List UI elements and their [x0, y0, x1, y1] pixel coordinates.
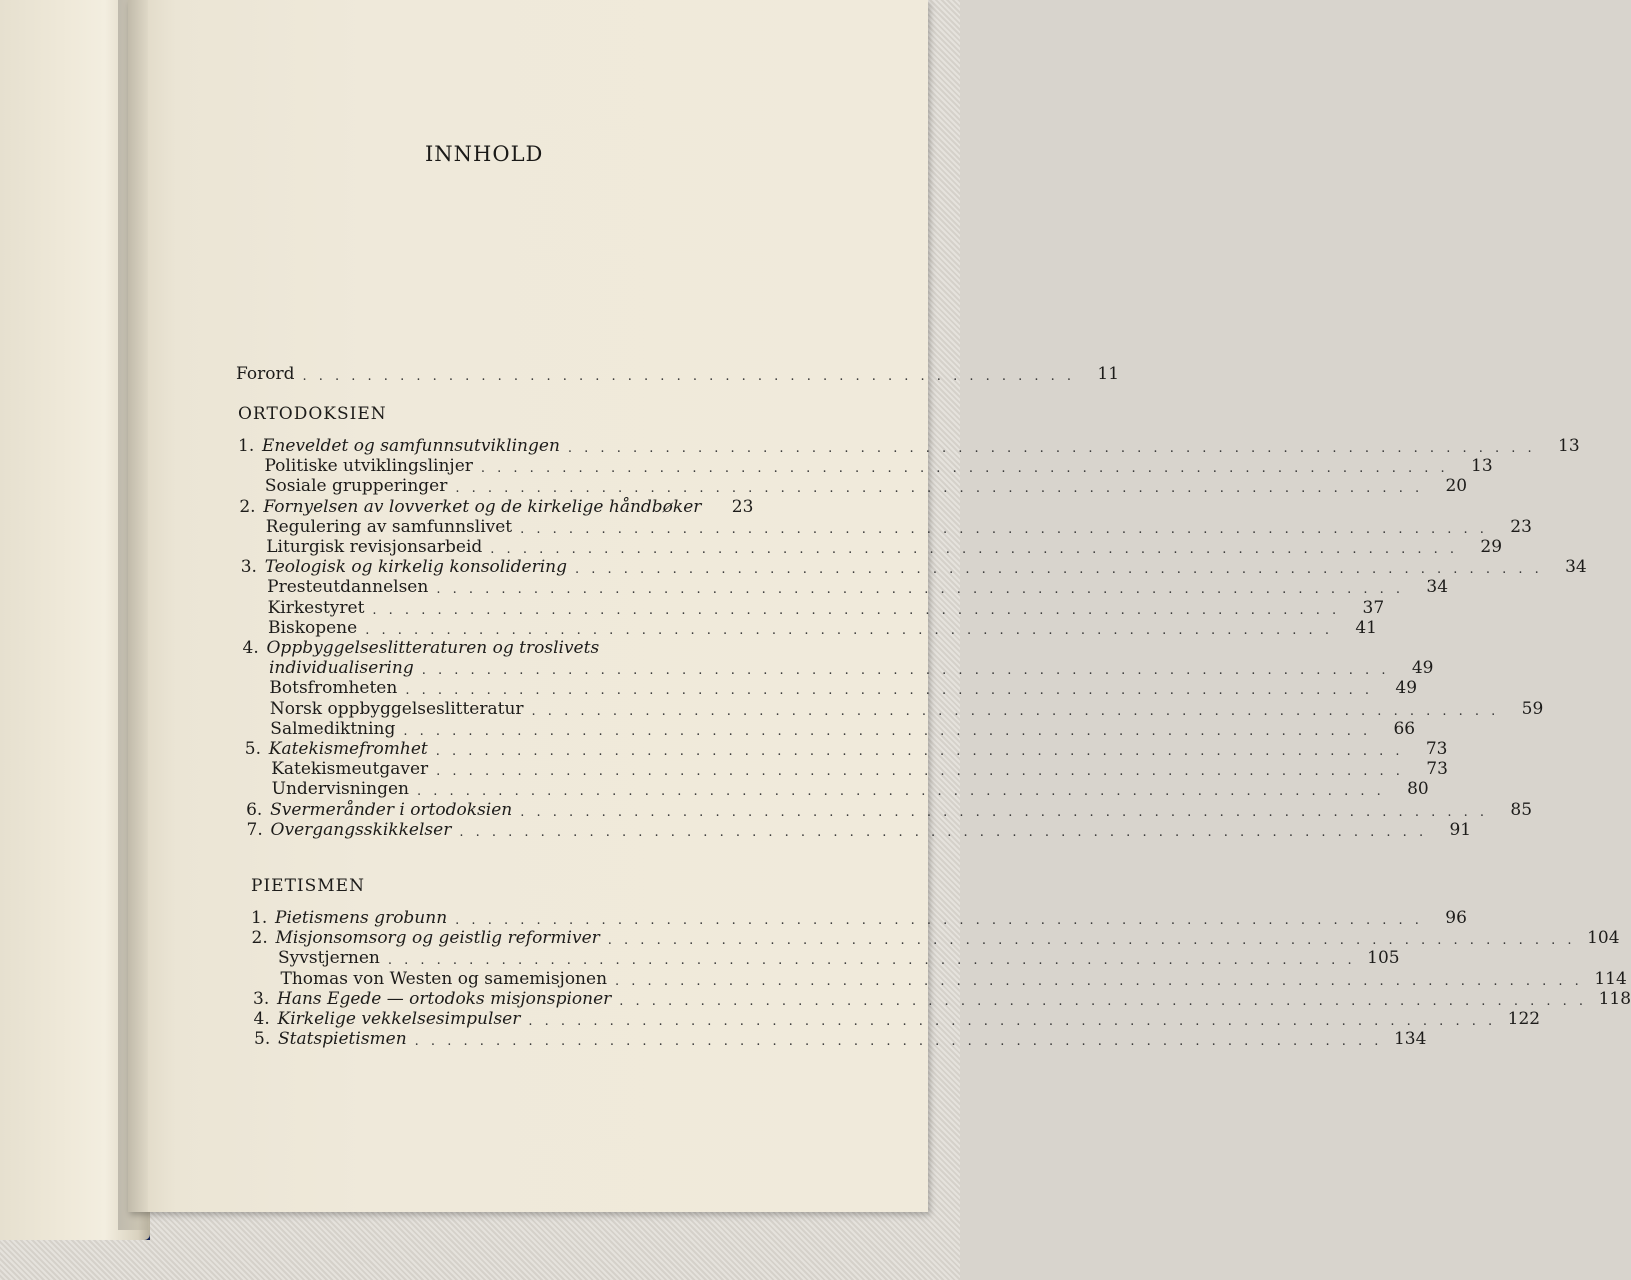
- toc-entry: [238, 434, 1580, 456]
- toc-entry-number: 4.: [253, 1009, 270, 1029]
- toc-entry-label: Oppbyggelseslitteraturen og troslivets: [266, 638, 600, 658]
- toc-entry-label: Salmediktning: [270, 718, 396, 739]
- toc-entry: [240, 515, 1532, 537]
- toc-entry: [243, 656, 1434, 679]
- toc-entry-page: 49: [1411, 658, 1434, 679]
- toc-entry-page: 59: [1521, 698, 1544, 719]
- leader-dots: . . . . . . . . . . . . . . . . . . . . . . . . . . . . . . . . . . . . . . . . . . . . . . . . . . . . . . . . . . . .: [403, 723, 1372, 739]
- leader-dots: . . . . . . . . . . . . . . . . . . . . . . . . . . . . . . . . . . . . . . . . . . . . . . . . . . . . . . . . . . . .: [615, 973, 1583, 989]
- toc-entry-label: Katekismeutgaver: [271, 759, 429, 780]
- toc-entry-number: 3.: [253, 988, 270, 1009]
- toc-entry-label: Eneveldet og samfunnsutviklingen: [262, 436, 560, 456]
- toc-entry-label: Undervisningen: [271, 779, 409, 800]
- toc-entry-label: Politiske utviklingslinjer: [264, 456, 473, 477]
- toc-entry-label: Fornyelsen av lovverket og de kirkelige håndbøker: [263, 496, 702, 517]
- toc-entry-page: 49: [1395, 678, 1418, 699]
- leader-dots: . . . . . . . . . . . . . . . . . . . . . . . . . . . . . . . . . . . . . . . . . . . . . . . . . . . . . . . . . . . .: [436, 582, 1405, 598]
- toc-entry: [239, 495, 752, 517]
- toc-entry: [253, 967, 1627, 989]
- toc-entry-label: Katekismefromhet: [268, 739, 428, 759]
- leader-dots: . . . . . . . . . . . . . . . . . . . . . . . . . . . . . . . . . . . . . . . . . . . . . . . . . . . . . . . . . . . .: [455, 481, 1424, 497]
- toc-entry-page: 73: [1425, 739, 1448, 759]
- leader-dots: . . . . . . . . . . . . . . . . . . . . . . . . . . . . . . . . . . . . . . . . . . . . . . . . . . . . . . . . . . . .: [435, 744, 1404, 759]
- toc-entry: [242, 596, 1385, 618]
- leader-dots: . . . . . . . . . . . . . . . . . . . . . . . . . . . . . . . . . . . . . . . . . . . . . . . . . . . . . . . . . . . .: [416, 784, 1385, 800]
- toc-entry-label: Hans Egede — ortodoks misjonspioner: [277, 988, 612, 1009]
- leader-dots: . . . . . . . . . . . . . . . . . . . . . . . . . . . . . . . . . . . . . . . . . . . . . . . . . . . . . . . . . . . .: [520, 804, 1489, 820]
- toc-entry-page: 34: [1565, 557, 1587, 578]
- toc-entry-number: 5.: [254, 1029, 271, 1050]
- toc-entry-label: Svermerånder i ortodoksien: [270, 799, 513, 820]
- toc-entry-page: 134: [1393, 1029, 1427, 1050]
- toc-entry-page: 73: [1426, 759, 1448, 780]
- toc-entry-label: Sosiale grupperinger: [264, 476, 448, 497]
- leader-dots: . . . . . . . . . . . . . . . . . . . . . . . . . . . . . . . . . . . . . . . . . . . . . . . . . . . . . . . . . . . .: [365, 622, 1333, 638]
- toc-entry-number: 2.: [251, 928, 268, 949]
- toc-entry: [244, 717, 1416, 739]
- toc-entry-number: 4.: [242, 638, 259, 658]
- toc-entry: [244, 737, 1448, 759]
- toc-foreword: [236, 362, 1120, 384]
- toc-entry: [246, 798, 1533, 820]
- toc-entry: [240, 535, 1503, 557]
- toc-entry: [252, 946, 1400, 969]
- toc-entry: [254, 1027, 1427, 1050]
- leader-dots: . . . . . . . . . . . . . . . . . . . . . . . . . . . . . . . . . . . . . . . . . . . . . . . . . . . . . . . . . . . .: [405, 683, 1374, 699]
- toc-entry-page: 80: [1407, 779, 1429, 800]
- toc-entry-page: 11: [1097, 364, 1120, 384]
- leader-dots: . . . . . . . . . . . . . . . . . . . . . . . . . . . . . . . . . . . . . . . . . . . . . . . . . . . . . . . . . . . .: [528, 1014, 1497, 1029]
- leader-dots: . . . . . . . . . . . . . . . . . . . . . . . . . . . . . . . . . . . . . . . . . . . . . . . . . . . . . . . . . . . .: [575, 562, 1543, 578]
- leader-dots: . . . . . . . . . . . . . . . . . . . . . . . . . . . . . . . . . . . . . . . . . . . . . . . . . . . . . . . . . . . .: [436, 764, 1404, 780]
- toc-entry: [243, 636, 753, 658]
- toc-entry-number: 1.: [251, 908, 268, 928]
- toc-entry: [251, 926, 1620, 949]
- section-heading: ORTODOKSIEN: [238, 404, 387, 424]
- toc-entry: [246, 818, 1472, 840]
- toc-entry-page: 34: [1426, 577, 1449, 598]
- toc-entry-page: 41: [1355, 617, 1377, 638]
- section-heading: PIETISMEN: [251, 876, 365, 896]
- leader-dots: . . . . . . . . . . . . . . . . . . . . . . . . . . . . . . . . . . . . . . . . . . . . . . . . . . . . . . . . . . . .: [607, 933, 1576, 949]
- toc-entry: [251, 906, 1467, 928]
- toc-entry-label: Regulering av samfunnslivet: [265, 516, 513, 537]
- toc-entry-page: 23: [731, 496, 754, 517]
- toc-entry-label: Pietismens grobunn: [275, 908, 448, 928]
- leader-dots: . . . . . . . . . . . . . . . . . . . . . . . . . . . . . . . . . . . . . . . . . . . . . . . . . . . . . . . . . . . .: [387, 953, 1356, 969]
- toc-entry-page: 66: [1393, 718, 1416, 739]
- toc-entry-number: 2.: [239, 496, 256, 517]
- leader-dots: . . . . . . . . . . . . . . . . . . . . . . . . . . . . . . . . . . . . . . . . . . . . . . . . . . . . . . . . . . . .: [455, 913, 1423, 928]
- toc-entry-number: 5.: [244, 739, 261, 759]
- toc-entry-label: Syvstjernen: [278, 948, 380, 969]
- toc-entry-page: 91: [1449, 819, 1472, 840]
- toc-entry-label: Liturgisk revisjonsarbeid: [266, 537, 483, 557]
- toc-entry-label: Forord: [236, 364, 295, 384]
- toc-entry-page: 118: [1598, 988, 1631, 1009]
- toc-entry-label: Overgangsskikkelser: [270, 819, 452, 840]
- toc-entry-label: Biskopene: [268, 617, 358, 638]
- leader-dots: . . . . . . . . . . . . . . . . . . . . . . . . . . . . . . . . . . . . . . . . . . . . . . . . . . . . . . . . . . . .: [421, 663, 1390, 679]
- toc-entry-number: 1.: [238, 436, 255, 456]
- toc-entry-page: 23: [1510, 516, 1532, 537]
- toc-entry-label: Kirkestyret: [267, 597, 365, 618]
- leader-dots: . . . . . . . . . . . . . . . . . . . . . . . . . . . . . . . . . . . . . . . . . . . . . . . . . . . . . . . . . . . .: [520, 521, 1488, 537]
- toc-entry-page: 85: [1510, 799, 1533, 820]
- toc-entry-number: 7.: [246, 819, 263, 840]
- toc-entry-page: 20: [1445, 476, 1468, 497]
- toc-entry-page: 104: [1587, 928, 1620, 949]
- toc-entry: [239, 474, 1468, 497]
- toc-entry-page: 114: [1594, 968, 1627, 989]
- toc-entry-label: Misjonsomsorg og geistlig reformiver: [275, 928, 600, 949]
- page-title: INNHOLD: [425, 142, 544, 166]
- leader-dots: . . . . . . . . . . . . . . . . . . . . . . . . . . . . . . . . . . . . . . . . . . . . . . . . . . . . . . . . . . . .: [490, 542, 1459, 557]
- toc-entry: [242, 616, 1377, 638]
- toc-entry-label: Teologisk og kirkelig konsolidering: [264, 557, 567, 578]
- leader-dots: . . . . . . . . . . . . . . . . . . . . . . . . . . . . . . . . . . . . . . . . . . . . . . . . . . . . . . . . . . . .: [619, 993, 1588, 1009]
- toc-entry-page: 96: [1445, 908, 1467, 928]
- toc-entry: [244, 697, 1544, 719]
- toc-entry-label: Presteutdannelsen: [267, 577, 429, 598]
- toc-entry-page: 37: [1362, 597, 1385, 618]
- toc-entry-label: Statspietismen: [278, 1029, 407, 1050]
- toc-entry-label: Norsk oppbyggelseslitteratur: [269, 698, 524, 719]
- leader-dots: . . . . . . . . . . . . . . . . . . . . . . . . . . . . . . . . . . . . . . . . . . . . . . . . . . . . . . . . . . . .: [531, 703, 1500, 719]
- toc-entry-page: 13: [1471, 456, 1493, 477]
- leader-dots: . . . . . . . . . . . . . . . . . . . . . . . . . . . . . . . . . . . . . . . . . . . . . . . . . . . . . . . . . . . .: [480, 461, 1449, 477]
- toc-entry-page: 122: [1507, 1009, 1541, 1029]
- toc-entry-page: 13: [1558, 436, 1580, 456]
- toc-entry: [238, 454, 1493, 477]
- toc-entry: [243, 676, 1418, 699]
- toc-entry-page: 29: [1480, 537, 1503, 557]
- toc-entry-label: Thomas von Westen og samemisjonen: [280, 968, 608, 989]
- page-gutter-shadow: [118, 0, 148, 1230]
- toc-entry: [241, 575, 1449, 598]
- leader-dots: . . . . . . . . . . . . . . . . . . . . . . . . . . . . . . . . . . . . . . . . . . . . . . . .: [302, 369, 1076, 384]
- toc-entry-label: Kirkelige vekkelsesimpulser: [277, 1009, 521, 1029]
- leader-dots: . . . . . . . . . . . . . . . . . . . . . . . . . . . . . . . . . . . . . . . . . . . . . . . . . . . . . . . . . . . .: [459, 824, 1428, 840]
- toc-entry: [253, 1007, 1541, 1029]
- toc-entry-label: individualisering: [268, 658, 414, 679]
- toc-entry-number: 6.: [246, 799, 263, 820]
- toc-entry-page: 105: [1367, 948, 1400, 969]
- toc-entry: [246, 777, 1429, 800]
- toc-entry: [253, 987, 1631, 1009]
- toc-entry: [245, 757, 1448, 780]
- leader-dots: . . . . . . . . . . . . . . . . . . . . . . . . . . . . . . . . . . . . . . . . . . . . . . . . . . . . . . . . . . . .: [567, 441, 1536, 456]
- leader-dots: . . . . . . . . . . . . . . . . . . . . . . . . . . . . . . . . . . . . . . . . . . . . . . . . . . . . . . . . . . . .: [414, 1034, 1383, 1050]
- toc-entry-label: Botsfromheten: [269, 678, 398, 699]
- toc-entry: [240, 555, 1587, 578]
- leader-dots: . . . . . . . . . . . . . . . . . . . . . . . . . . . . . . . . . . . . . . . . . . . . . . . . . . . . . . . . . . . .: [372, 602, 1341, 618]
- toc-entry-number: 3.: [240, 557, 257, 578]
